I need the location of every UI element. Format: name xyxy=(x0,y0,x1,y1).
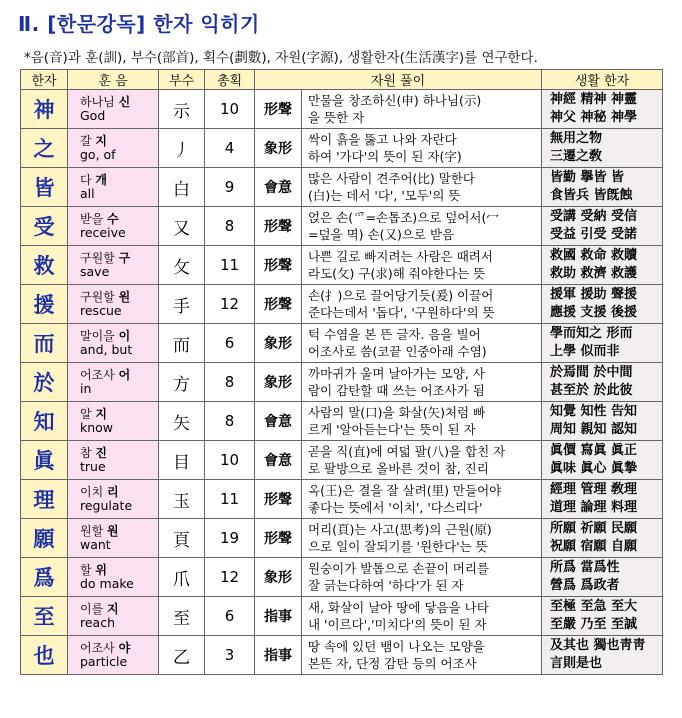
korean-sound: 지 xyxy=(95,134,108,148)
intro-note: *음(音)과 훈(訓), 부수(部首), 획수(劃數), 자원(字源), 생활한자(生活漢字)를 연구한다. xyxy=(24,50,538,66)
life-hanja xyxy=(542,402,663,441)
table-row xyxy=(21,324,663,363)
life-hanja-line: 受講 受納 受信 xyxy=(550,209,638,224)
life-hanja-line: 食皆兵 皆旣蝕 xyxy=(550,188,633,203)
meaning-sound xyxy=(68,480,159,519)
korean-sound: 어 xyxy=(118,368,131,382)
etymology-line: 새, 화살이 날아 땅에 닿음을 나타 xyxy=(308,600,489,615)
korean-sound: 개 xyxy=(95,173,108,187)
radical: 乙 xyxy=(159,636,205,675)
english-meaning: save xyxy=(80,264,110,279)
life-hanja-line: 至嚴 乃至 至誠 xyxy=(550,617,638,632)
korean-sound: 원 xyxy=(107,524,119,538)
life-hanja-line: 周知 親知 認知 xyxy=(550,422,638,437)
english-meaning: all xyxy=(80,186,95,201)
radical: 又 xyxy=(159,207,205,246)
table-row xyxy=(21,441,663,480)
english-meaning: in xyxy=(80,381,92,396)
etymology-line: 하여 '가다'의 뜻이 된 자(字) xyxy=(308,149,462,164)
life-hanja-line: 及其也 獨也靑靑 xyxy=(550,638,646,653)
stroke-count: 4 xyxy=(205,129,255,168)
hanja-char: 受 xyxy=(21,207,68,246)
table-body xyxy=(21,90,663,675)
radical: 玉 xyxy=(159,480,205,519)
life-hanja-line: 學而知之 形而 xyxy=(550,326,633,341)
origin-type: 象形 xyxy=(255,558,302,597)
life-hanja-line: 皆勤 擧皆 皆 xyxy=(550,170,625,185)
korean-sound: 지 xyxy=(95,407,108,421)
header-etymology: 자원 풀이 xyxy=(255,70,542,90)
etymology-line: 손(扌)으로 끌어당기듯(爰) 이끌어 xyxy=(308,288,494,303)
life-hanja-line: 神父 神秘 神學 xyxy=(550,110,638,125)
etymology-line: 옥(王)은 결을 잘 살려(里) 만들어야 xyxy=(308,483,502,498)
meaning-sound xyxy=(68,246,159,285)
life-hanja-line: 救國 救命 救贖 xyxy=(550,248,638,263)
english-meaning: know xyxy=(80,420,114,435)
life-hanja xyxy=(542,636,663,675)
korean-sound: 수 xyxy=(107,212,119,226)
etymology-line: 머리(頁)는 사고(思考)의 근원(原) xyxy=(308,522,492,537)
etymology-line: 땅 속에 있던 뱀이 나오는 모양을 xyxy=(308,639,485,654)
radical: 至 xyxy=(159,597,205,636)
stroke-count: 6 xyxy=(205,324,255,363)
etymology xyxy=(302,480,542,519)
korean-meaning: 구원할 xyxy=(80,290,115,304)
meaning-sound xyxy=(68,519,159,558)
korean-meaning: 어조사 xyxy=(80,368,115,382)
korean-sound: 신 xyxy=(118,95,131,109)
etymology-line: 싹이 흙을 뚫고 나와 자란다 xyxy=(308,132,457,147)
etymology xyxy=(302,129,542,168)
header-meaning-sound: 훈 음 xyxy=(68,70,159,90)
life-hanja xyxy=(542,597,663,636)
etymology-line: 내 '이르다','미치다'의 뜻이 된 자 xyxy=(308,617,487,632)
meaning-sound xyxy=(68,90,159,129)
etymology-line: 원숭이가 발톱으로 손끝이 머리를 xyxy=(308,561,489,576)
table-row xyxy=(21,597,663,636)
life-hanja-line: 眞味 眞心 眞摯 xyxy=(550,461,638,476)
table-row xyxy=(21,480,663,519)
life-hanja xyxy=(542,129,663,168)
origin-type: 形聲 xyxy=(255,207,302,246)
radical: 丿 xyxy=(159,129,205,168)
table-row xyxy=(21,363,663,402)
radical: 矢 xyxy=(159,402,205,441)
korean-meaning: 원할 xyxy=(80,524,104,538)
hanja-char: 皆 xyxy=(21,168,68,207)
korean-meaning: 어조사 xyxy=(80,641,115,655)
life-hanja-line: 應援 支援 後援 xyxy=(550,305,638,320)
korean-meaning: 하나님 xyxy=(80,95,115,109)
meaning-sound xyxy=(68,402,159,441)
life-hanja xyxy=(542,90,663,129)
korean-meaning: 말이을 xyxy=(80,329,115,343)
origin-type: 象形 xyxy=(255,363,302,402)
table-row xyxy=(21,558,663,597)
etymology xyxy=(302,597,542,636)
table-header-row xyxy=(21,70,663,90)
etymology-line: 라도(攵) 구(求)해 줘야한다는 뜻 xyxy=(308,266,486,281)
english-meaning: regulate xyxy=(80,498,133,513)
life-hanja-line: 祝願 宿願 自願 xyxy=(550,539,638,554)
stroke-count: 10 xyxy=(205,90,255,129)
life-hanja xyxy=(542,168,663,207)
life-hanja-line: 營爲 爲政者 xyxy=(550,578,620,593)
origin-type: 象形 xyxy=(255,324,302,363)
hanja-char: 於 xyxy=(21,363,68,402)
korean-sound: 진 xyxy=(95,446,108,460)
stroke-count: 8 xyxy=(205,363,255,402)
etymology xyxy=(302,168,542,207)
hanja-char: 而 xyxy=(21,324,68,363)
hanja-char: 神 xyxy=(21,90,68,129)
life-hanja-line: 受益 引受 受諾 xyxy=(550,227,638,242)
korean-meaning: 알 xyxy=(80,407,92,421)
english-meaning: particle xyxy=(80,654,128,669)
table-row xyxy=(21,90,663,129)
radical: 攵 xyxy=(159,246,205,285)
stroke-count: 8 xyxy=(205,402,255,441)
stroke-count: 10 xyxy=(205,441,255,480)
life-hanja xyxy=(542,519,663,558)
table-row xyxy=(21,636,663,675)
stroke-count: 3 xyxy=(205,636,255,675)
etymology-line: 곧을 직(直)에 여덟 팔(八)을 합친 자 xyxy=(308,444,506,459)
origin-type: 指事 xyxy=(255,597,302,636)
etymology xyxy=(302,636,542,675)
life-hanja-line: 道理 論理 料理 xyxy=(550,500,638,515)
etymology xyxy=(302,519,542,558)
radical: 手 xyxy=(159,285,205,324)
life-hanja xyxy=(542,363,663,402)
etymology-line: 얹은 손(爫=손톱조)으로 덮어서(冖 xyxy=(308,210,499,225)
etymology-line: 로 팔방으로 올바른 것이 참, 진리 xyxy=(308,461,489,476)
origin-type: 形聲 xyxy=(255,480,302,519)
english-meaning: and, but xyxy=(80,342,133,357)
life-hanja-line: 眞價 寫眞 眞正 xyxy=(550,443,638,458)
hanja-char: 知 xyxy=(21,402,68,441)
etymology xyxy=(302,246,542,285)
life-hanja-line: 救助 救濟 救護 xyxy=(550,266,638,281)
origin-type: 形聲 xyxy=(255,519,302,558)
meaning-sound xyxy=(68,363,159,402)
life-hanja-line: 所願 祈願 民願 xyxy=(550,521,638,536)
meaning-sound xyxy=(68,285,159,324)
table-row xyxy=(21,285,663,324)
korean-sound: 야 xyxy=(118,641,131,655)
origin-type: 會意 xyxy=(255,168,302,207)
english-meaning: true xyxy=(80,459,106,474)
etymology-line: 나쁜 길로 빠지려는 사람은 때려서 xyxy=(308,249,493,264)
life-hanja xyxy=(542,558,663,597)
meaning-sound xyxy=(68,558,159,597)
korean-meaning: 참 xyxy=(80,446,92,460)
korean-meaning: 받을 xyxy=(80,212,104,226)
etymology-line: 많은 사람이 견주어(比) 말한다 xyxy=(308,171,475,186)
english-meaning: go, of xyxy=(80,147,116,162)
stroke-count: 19 xyxy=(205,519,255,558)
life-hanja-line: 神經 精神 神靈 xyxy=(550,92,638,107)
etymology-line: 으로 일이 잘되기를 '원한다'는 뜻 xyxy=(308,539,488,554)
hanja-char: 至 xyxy=(21,597,68,636)
korean-sound: 리 xyxy=(107,485,119,499)
radical: 白 xyxy=(159,168,205,207)
radical: 頁 xyxy=(159,519,205,558)
life-hanja-line: 言則是也 xyxy=(550,656,603,671)
meaning-sound xyxy=(68,129,159,168)
english-meaning: want xyxy=(80,537,111,552)
korean-sound: 구 xyxy=(118,251,131,265)
etymology-line: 을 뜻한 자 xyxy=(308,110,365,125)
table-row xyxy=(21,402,663,441)
english-meaning: rescue xyxy=(80,303,122,318)
table-row xyxy=(21,246,663,285)
korean-meaning: 다 xyxy=(80,173,92,187)
korean-sound: 원 xyxy=(118,290,131,304)
radical: 方 xyxy=(159,363,205,402)
origin-type: 會意 xyxy=(255,441,302,480)
life-hanja-line: 知覺 知性 告知 xyxy=(550,404,638,419)
etymology-line: 본뜬 자, 단정 감탄 등의 어조사 xyxy=(308,656,477,671)
etymology-line: 준다는데서 '돕다', '구원하다'의 뜻 xyxy=(308,305,495,320)
stroke-count: 11 xyxy=(205,246,255,285)
origin-type: 象形 xyxy=(255,129,302,168)
hanja-char: 理 xyxy=(21,480,68,519)
meaning-sound xyxy=(68,597,159,636)
etymology xyxy=(302,285,542,324)
korean-sound: 이 xyxy=(118,329,131,343)
table-row xyxy=(21,207,663,246)
etymology xyxy=(302,402,542,441)
hanja-char: 救 xyxy=(21,246,68,285)
life-hanja xyxy=(542,324,663,363)
stroke-count: 9 xyxy=(205,168,255,207)
stroke-count: 12 xyxy=(205,285,255,324)
stroke-count: 8 xyxy=(205,207,255,246)
meaning-sound xyxy=(68,207,159,246)
korean-meaning: 갈 xyxy=(80,134,92,148)
etymology-line: 턱 수염을 본 뜬 글자. 음을 빌어 xyxy=(308,327,481,342)
etymology-line: 좋다는 뜻에서 '이치', '다스리다' xyxy=(308,500,483,515)
etymology-line: 르게 '알아듣는다'는 뜻이 된 자 xyxy=(308,422,476,437)
life-hanja xyxy=(542,285,663,324)
etymology xyxy=(302,363,542,402)
origin-type: 形聲 xyxy=(255,90,302,129)
meaning-sound xyxy=(68,168,159,207)
life-hanja xyxy=(542,207,663,246)
life-hanja-line: 上學 似而非 xyxy=(550,344,620,359)
etymology xyxy=(302,441,542,480)
etymology-line: 잘 긁는다하여 '하다'가 된 자 xyxy=(308,578,464,593)
origin-type: 指事 xyxy=(255,636,302,675)
life-hanja-line: 甚至於 於此彼 xyxy=(550,383,633,398)
life-hanja-line: 至極 至急 至大 xyxy=(550,599,638,614)
korean-sound: 지 xyxy=(107,602,119,616)
etymology-line: 사람의 말(口)을 화살(矢)처럼 빠 xyxy=(308,405,486,420)
origin-type: 形聲 xyxy=(255,285,302,324)
english-meaning: God xyxy=(80,108,106,123)
radical: 爪 xyxy=(159,558,205,597)
korean-sound: 위 xyxy=(95,563,108,577)
etymology-line: 까마귀가 울며 날아가는 모양, 사 xyxy=(308,366,485,381)
etymology-line: 람이 감탄할 때 쓰는 어조사가 됨 xyxy=(308,383,485,398)
radical: 示 xyxy=(159,90,205,129)
life-hanja-line: 援軍 援助 聲援 xyxy=(550,287,638,302)
hanja-char: 眞 xyxy=(21,441,68,480)
life-hanja-line: 三遷之敎 xyxy=(550,149,603,164)
english-meaning: reach xyxy=(80,615,116,630)
hanja-char: 願 xyxy=(21,519,68,558)
table-row xyxy=(21,168,663,207)
korean-meaning: 할 xyxy=(80,563,92,577)
page-title: Ⅱ. [한문강독] 한자 익히기 xyxy=(18,12,260,36)
header-strokes: 총획 xyxy=(205,70,255,90)
stroke-count: 11 xyxy=(205,480,255,519)
hanja-char: 援 xyxy=(21,285,68,324)
hanja-table xyxy=(20,69,663,675)
english-meaning: receive xyxy=(80,225,126,240)
etymology xyxy=(302,90,542,129)
life-hanja xyxy=(542,246,663,285)
life-hanja xyxy=(542,480,663,519)
meaning-sound xyxy=(68,441,159,480)
stroke-count: 12 xyxy=(205,558,255,597)
etymology-line: (白)는 데서 '다', '모두'의 뜻 xyxy=(308,188,461,203)
hanja-char: 之 xyxy=(21,129,68,168)
etymology-line: 만물을 창조하신(申) 하나님(示) xyxy=(308,93,482,108)
english-meaning: do make xyxy=(80,576,134,591)
origin-type: 形聲 xyxy=(255,246,302,285)
etymology xyxy=(302,207,542,246)
table-row xyxy=(21,129,663,168)
korean-meaning: 이치 xyxy=(80,485,104,499)
header-radical: 부수 xyxy=(159,70,205,90)
life-hanja-line: 經理 管理 敎理 xyxy=(550,482,638,497)
hanja-char: 爲 xyxy=(21,558,68,597)
radical: 目 xyxy=(159,441,205,480)
header-hanja: 한자 xyxy=(21,70,68,90)
origin-type: 會意 xyxy=(255,402,302,441)
life-hanja-line: 所爲 當爲性 xyxy=(550,560,620,575)
stroke-count: 6 xyxy=(205,597,255,636)
radical: 而 xyxy=(159,324,205,363)
meaning-sound xyxy=(68,324,159,363)
meaning-sound xyxy=(68,636,159,675)
etymology xyxy=(302,324,542,363)
table-row xyxy=(21,519,663,558)
header-life-hanja: 생활 한자 xyxy=(542,70,663,90)
etymology xyxy=(302,558,542,597)
life-hanja-line: 無用之物 xyxy=(550,131,603,146)
etymology-line: 어조사로 씀(코끝 인중아래 수염) xyxy=(308,344,487,359)
korean-meaning: 구원할 xyxy=(80,251,115,265)
etymology-line: =덮을 멱) 손(又)으로 받음 xyxy=(308,227,455,242)
life-hanja xyxy=(542,441,663,480)
korean-meaning: 이를 xyxy=(80,602,104,616)
hanja-char: 也 xyxy=(21,636,68,675)
life-hanja-line: 於焉間 於中間 xyxy=(550,365,633,380)
